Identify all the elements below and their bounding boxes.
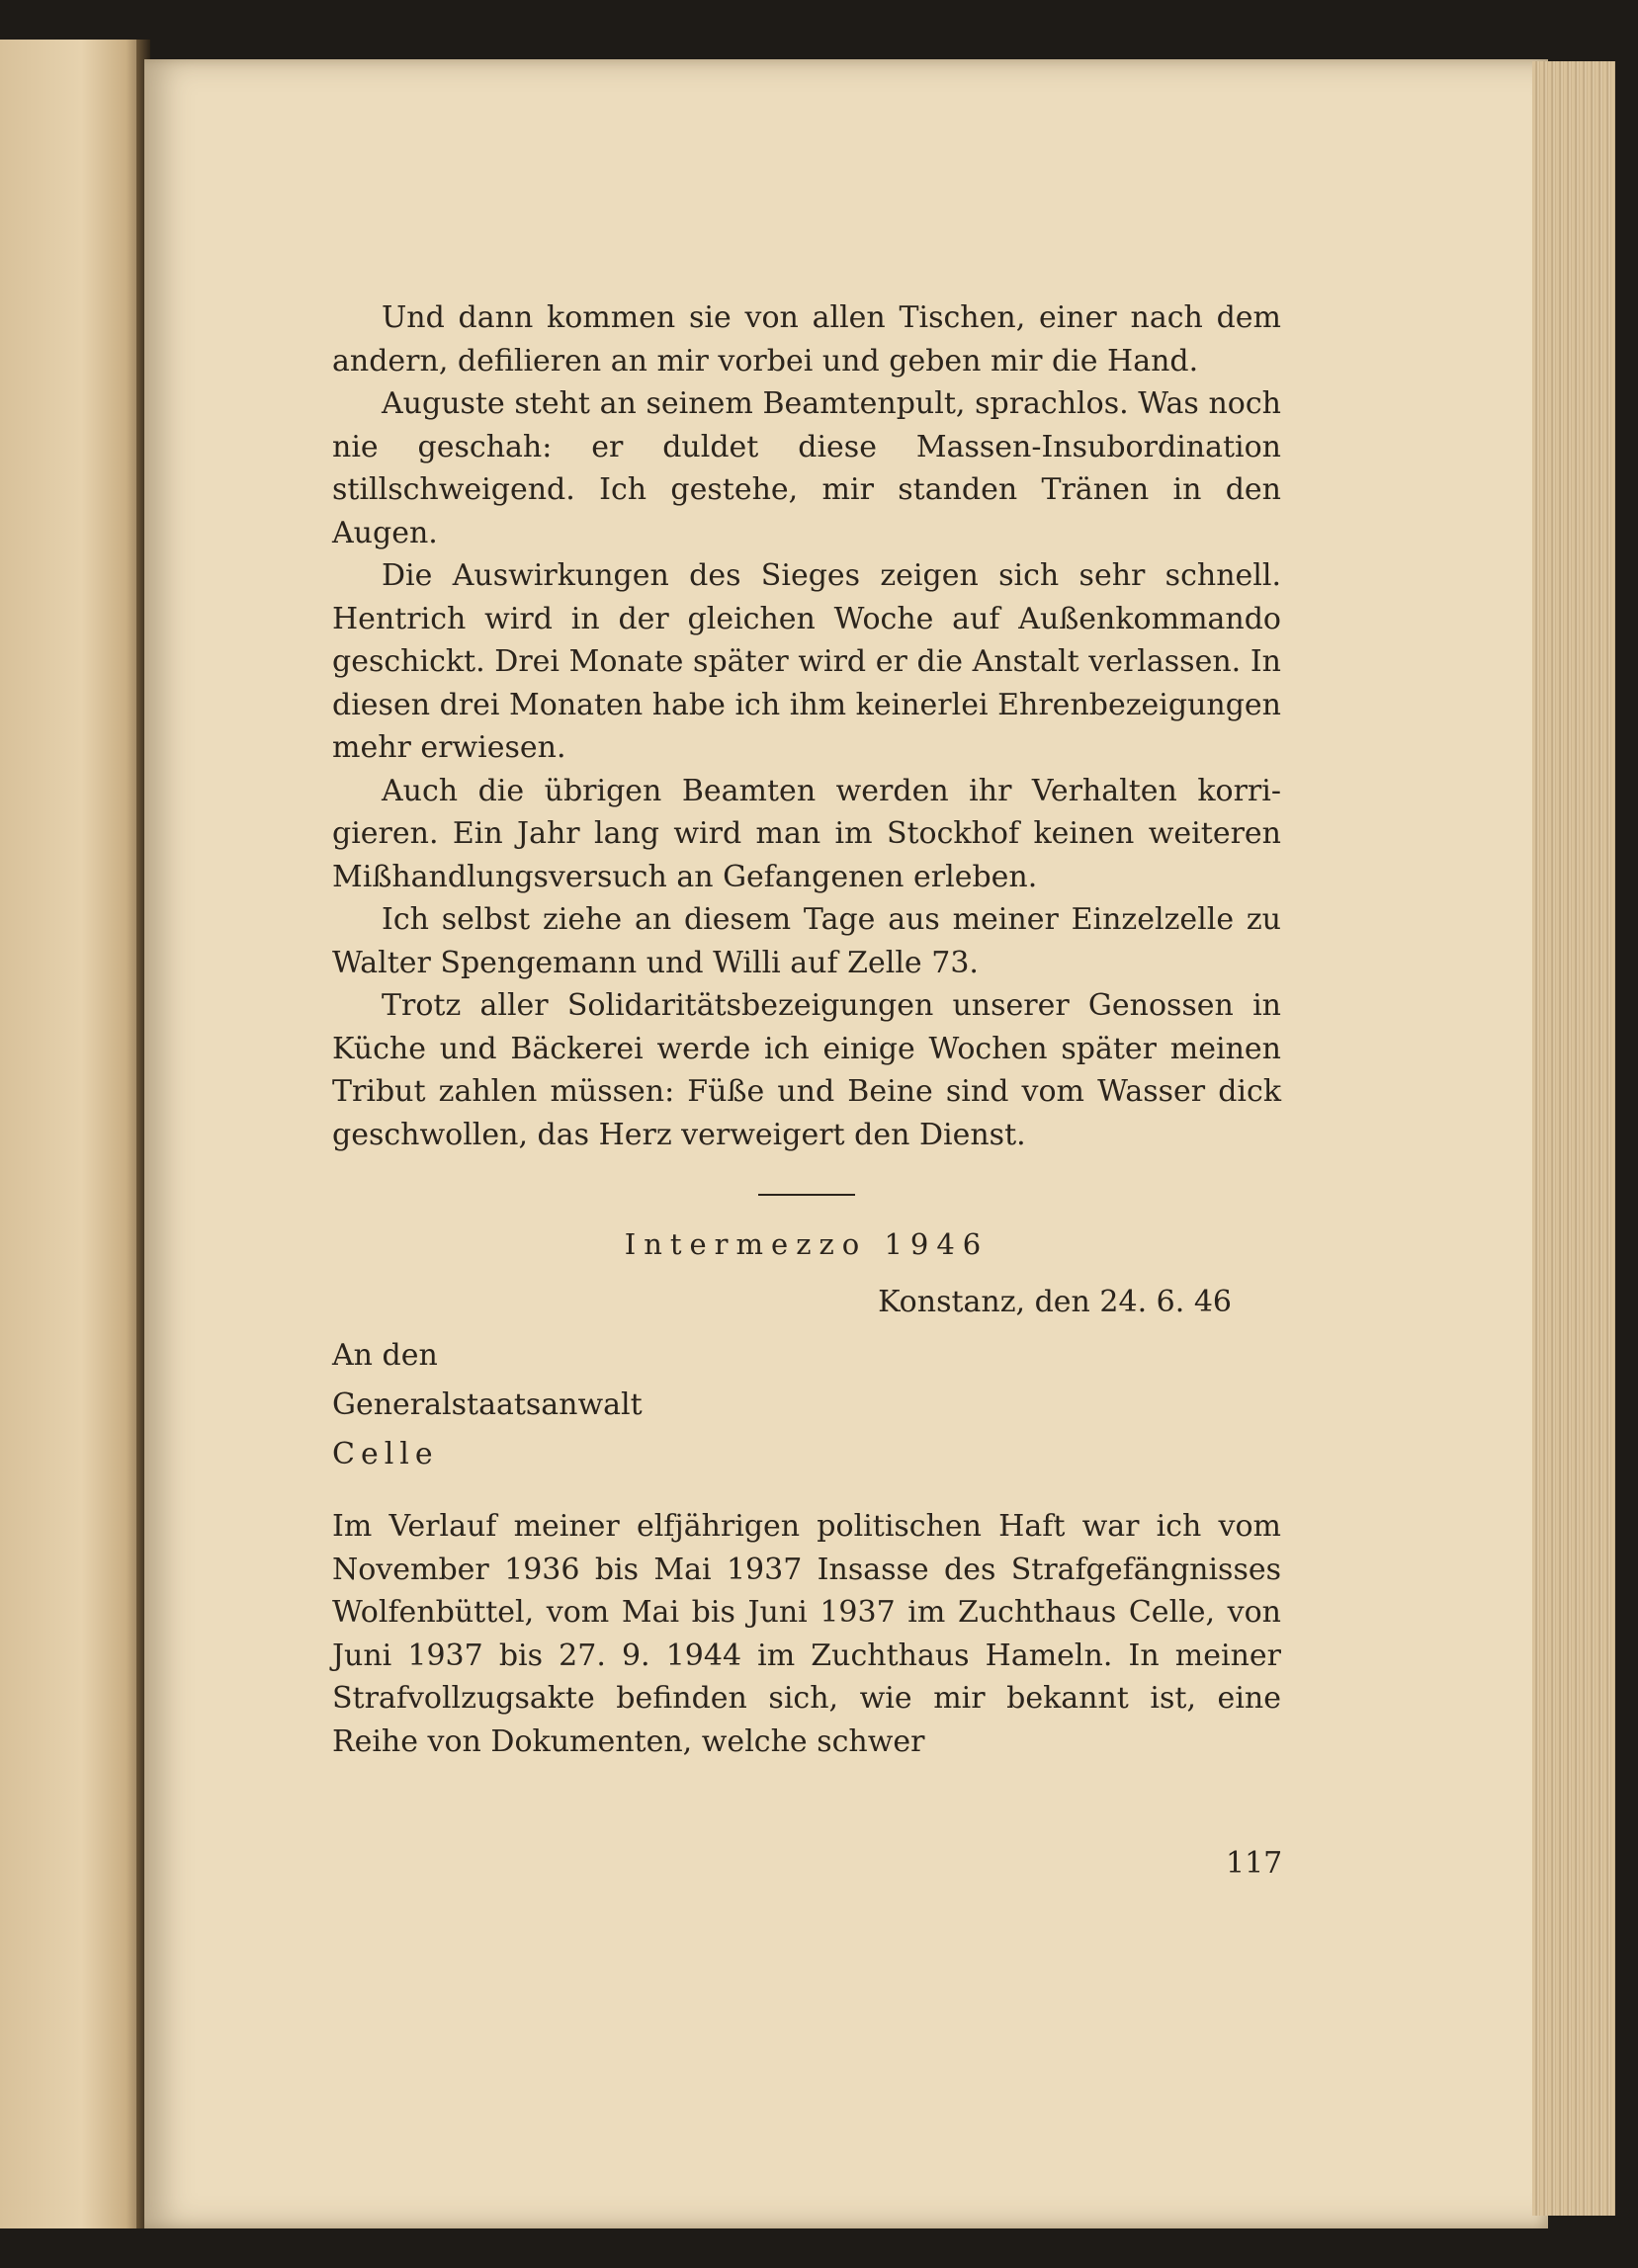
letter-body: Im Verlauf meiner elfjährigen politischen Haft war ich vom November 1936 bis Mai 1937 Insasse des Strafgefängnisses Wolfenbüttel, vom Mai bis Juni 1937 im Zuchthaus Celle, von Juni 1937 bis 27. 9. 1944 im Zuchthaus Hameln. In meiner Strafvollzugsakte befinden sich, wie mir bekannt ist, eine Reihe von Dokumenten, welche schwer bbox=[332, 1509, 1281, 1759]
section-heading: Intermezzo 1946 bbox=[624, 1227, 990, 1261]
page-number: 117 bbox=[1226, 1846, 1283, 1881]
left-page-edge bbox=[0, 40, 148, 2228]
paragraph: Auguste steht an seinem Beamtenpult, sprachlos. Was noch nie geschah: er duldet diese Massen-Insubordination stillschweigend. Ich gestehe, mir standen Tränen in den Augen. bbox=[332, 386, 1281, 550]
address-line: An den bbox=[332, 1338, 438, 1373]
page-stack-edges bbox=[1532, 61, 1615, 2216]
paragraph: Und dann kommen sie von allen Tischen, einer nach dem andern, defilieren an mir vorbei und geben mir die Hand. bbox=[332, 300, 1281, 378]
address-line: Generalstaatsanwalt bbox=[332, 1387, 643, 1422]
paragraph: Die Auswirkungen des Sieges zeigen sich sehr schnell. Hentrich wird in der gleichen Woche auf Außenkommando geschickt. Drei Monate später wird er die Anstalt verlassen. In diesen drei Monaten habe ich ihm keinerlei Ehrenbezeigungen mehr erwiesen. bbox=[332, 558, 1281, 765]
paragraph: Auch die übrigen Beamten werden ihr Verhalten korrigieren. Ein Jahr lang wird man im Stockhof keinen weiteren Mißhandlungsversuch an Gefangenen erleben. bbox=[332, 773, 1281, 894]
paragraph: Ich selbst ziehe an diesem Tage aus meiner Einzelzelle zu Walter Spengemann und Willi auf Zelle 73. bbox=[332, 902, 1281, 980]
address-line: Celle bbox=[332, 1437, 439, 1471]
section-divider bbox=[758, 1194, 855, 1196]
paragraph: Trotz aller Solidaritätsbezeigungen unserer Genossen in Küche und Bäckerei werde ich einige Wochen später meinen Tribut zahlen müssen: Füße und Beine sind vom Wasser dick geschwollen, das Herz verweigert den Dienst. bbox=[332, 988, 1281, 1152]
page-text bbox=[332, 296, 1281, 1763]
letter-dateline: Konstanz, den 24. 6. 46 bbox=[878, 1284, 1232, 1319]
